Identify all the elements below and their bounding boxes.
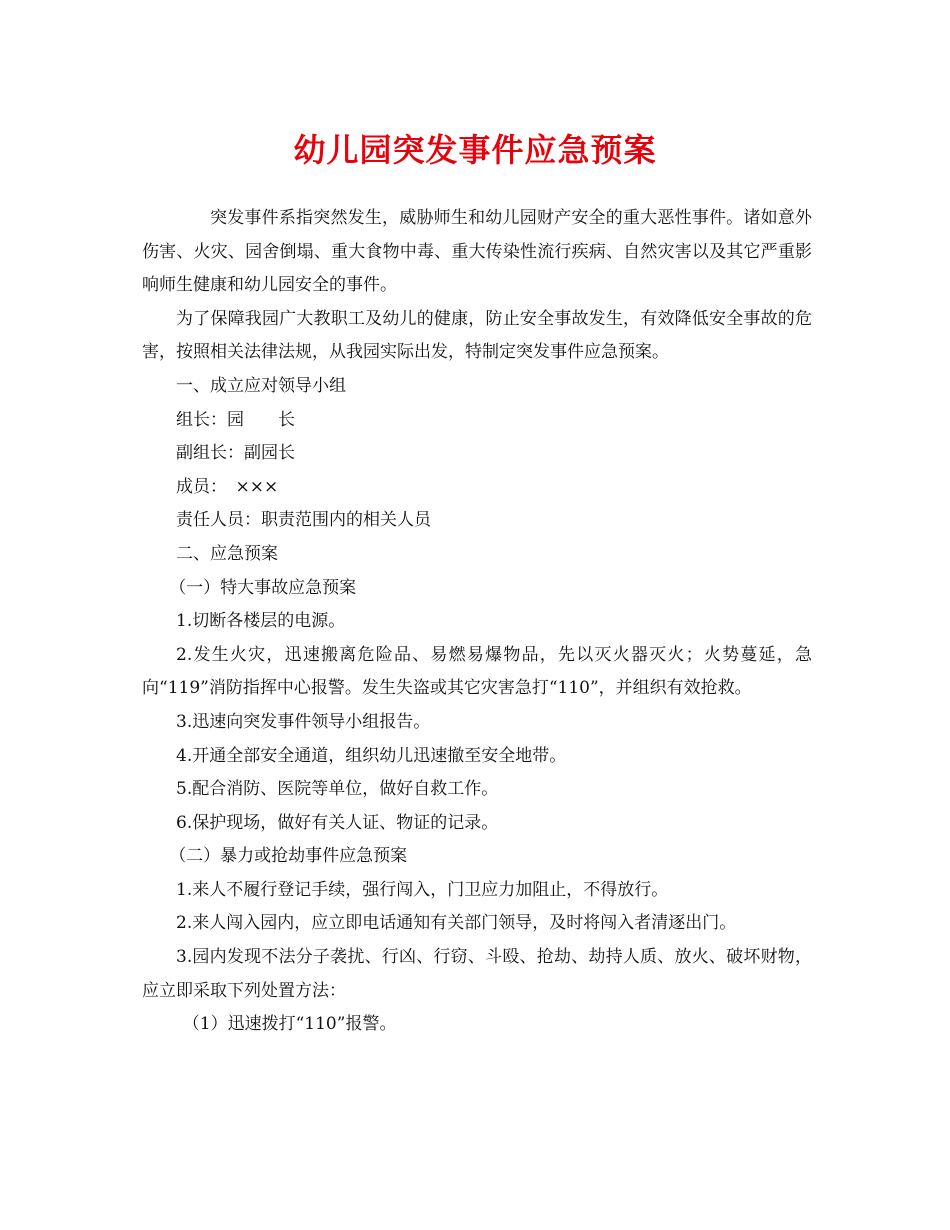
leader-line: 组长：园 长: [176, 409, 295, 430]
responsible-persons-line: 责任人员：职责范围内的相关人员: [176, 510, 431, 531]
list-item: （1）迅速拨打“110”报警。: [182, 1014, 397, 1035]
list-item: 3.园内发现不法分子袭扰、行凶、行窃、斗殴、抢劫、劫持人质、放火、破坏财物，应立即采取下列处置方法：: [142, 947, 812, 1001]
list-item: 1.切断各楼层的电源。: [176, 611, 346, 632]
document-title: 幼儿园突发事件应急预案: [293, 131, 657, 169]
list-item: 5.配合消防、医院等单位，做好自救工作。: [176, 779, 499, 800]
paragraph-intro: 突发事件系指突然发生，威胁师生和幼儿园财产安全的重大恶性事件。诸如意外伤害、火灾、园舍倒塌、重大食物中毒、重大传染性流行疾病、自然灾害以及其它严重影响师生健康和幼儿园安全的事件。: [142, 208, 812, 296]
deputy-leader-line: 副组长：副园长: [176, 443, 295, 464]
list-item: 1.来人不履行登记手续，强行闯入，门卫应力加阻止，不得放行。: [176, 879, 669, 900]
list-item: 2.发生火灾，迅速搬离危险品、易燃易爆物品，先以灭火器灭火；火势蔓延，急向“119”消防指挥中心报警。发生失盗或其它灾害急打“110”，并组织有效抢救。: [142, 644, 812, 699]
list-item: 3.迅速向突发事件领导小组报告。: [176, 711, 431, 732]
list-item: 6.保护现场，做好有关人证、物证的记录。: [176, 812, 499, 833]
subsection-heading-major-accident: （一）特大事故应急预案: [169, 577, 357, 598]
section-heading-plans: 二、应急预案: [176, 543, 278, 564]
document-body: [142, 202, 812, 1042]
list-item: 4.开通全部安全通道，组织幼儿迅速撤至安全地带。: [176, 745, 567, 766]
section-heading-leadership: 一、成立应对领导小组: [176, 375, 346, 396]
subsection-heading-violence: （二）暴力或抢劫事件应急预案: [169, 846, 408, 867]
paragraph-purpose: 为了保障我园广大教职工及幼儿的健康，防止安全事故发生，有效降低安全事故的危害，按照相关法律法规，从我园实际出发，特制定突发事件应急预案。: [142, 308, 812, 363]
members-line: 成员： ×××: [176, 476, 279, 497]
list-item: 2.来人闯入园内，应立即电话通知有关部门领导，及时将闯入者清逐出门。: [176, 913, 737, 934]
